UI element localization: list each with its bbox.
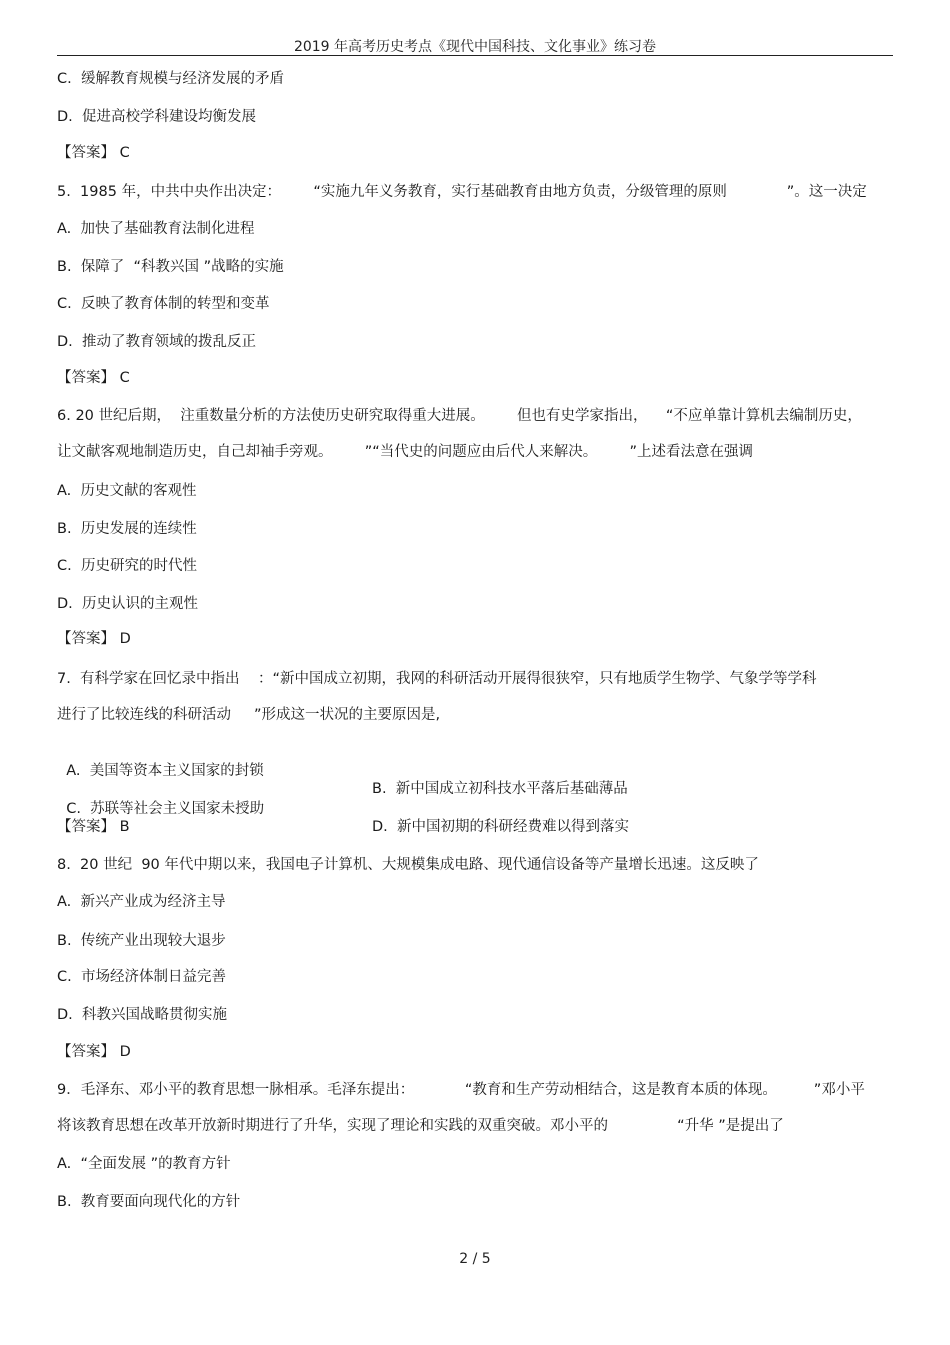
option-d-q6: D. 历史认识的主观性 (57, 596, 198, 612)
page-number: 2 / 5 (459, 1251, 491, 1267)
option-b-q9: B. 教育要面向现代化的方针 (57, 1194, 241, 1210)
option-c-q6: C. 历史研究的时代性 (57, 558, 197, 574)
page-header-title: 2019 年高考历史考点《现代中国科技、文化事业》练习卷 (293, 39, 657, 55)
answer-q7: 【答案】 B (57, 819, 130, 835)
option-a-q7: A. 美国等资本主义国家的封锁 (66, 763, 264, 779)
question-7-stem-line2: 进行了比较连线的科研活动 ”形成这一状况的主要原因是, (57, 707, 441, 723)
question-6-stem-line1: 6. 20 世纪后期， 注重数量分析的方法使历史研究取得重大进展。 但也有史学家指出， “不应单靠计算机去编制历史， (57, 408, 862, 424)
option-b-q6: B. 历史发展的连续性 (57, 521, 197, 537)
option-c-q7: C. 苏联等社会主义国家未授助 (66, 801, 265, 817)
option-d-q5: D. 推动了教育领域的拨乱反正 (57, 334, 256, 350)
question-7-stem-line1: 7. 有科学家在回忆录中指出 ：“新中国成立初期，我网的科研活动开展得很狭窄，只有地质学生物学、气象学等学科 (57, 671, 817, 687)
option-a-q6: A. 历史文献的客观性 (57, 483, 197, 499)
option-a-q8: A. 新兴产业成为经济主导 (57, 894, 226, 910)
question-5-stem: 5. 1985 年，中共中央作出决定： “实施九年义务教育，实行基础教育由地方负责，分级管理的原则 ”。这一决定 (57, 184, 867, 200)
option-d-q8: D. 科教兴国战略贯彻实施 (57, 1007, 227, 1023)
option-d-q7: D. 新中国初期的科研经费难以得到落实 (372, 819, 629, 835)
question-8-stem: 8. 20 世纪 90 年代中期以来，我国电子计算机、大规模集成电路、现代通信设备等产量增长迅速。这反映了 (57, 857, 759, 873)
question-6-stem-line2: 让文献客观地制造历史，自己却袖手旁观。 ”“当代史的问题应由后代人来解决。 ”上述看法意在强调 (57, 444, 754, 460)
option-c-q8: C. 市场经济体制日益完善 (57, 969, 226, 985)
answer-q4: 【答案】 C (57, 145, 130, 161)
option-b-q7: B. 新中国成立初科技水平落后基础薄品 (372, 781, 628, 797)
header-divider (57, 55, 893, 56)
question-9-stem-line2: 将该教育思想在改革开放新时期进行了升华，实现了理论和实践的双重突破。邓小平的 “升华 ”是提出了 (57, 1118, 784, 1134)
option-b-q5: B. 保障了 “科教兴国 ”战略的实施 (57, 259, 284, 275)
answer-q8: 【答案】 D (57, 1044, 131, 1060)
question-9-stem-line1: 9．毛泽东、邓小平的教育思想一脉相承。毛泽东提出： “教育和生产劳动相结合，这是教育本质的体现。 ”邓小平 (57, 1082, 865, 1098)
option-b-q8: B. 传统产业出现较大退步 (57, 933, 226, 949)
option-a-q9: A. “全面发展 ”的教育方针 (57, 1156, 231, 1172)
answer-q5: 【答案】 C (57, 370, 130, 386)
option-a-q5: A. 加快了基础教育法制化进程 (57, 221, 255, 237)
option-d-q4: D. 促进高校学科建设均衡发展 (57, 109, 256, 125)
option-c-q5: C. 反映了教育体制的转型和变革 (57, 296, 270, 312)
option-c-q4: C. 缓解教育规模与经济发展的矛盾 (57, 71, 284, 87)
answer-q6: 【答案】 D (57, 631, 131, 647)
